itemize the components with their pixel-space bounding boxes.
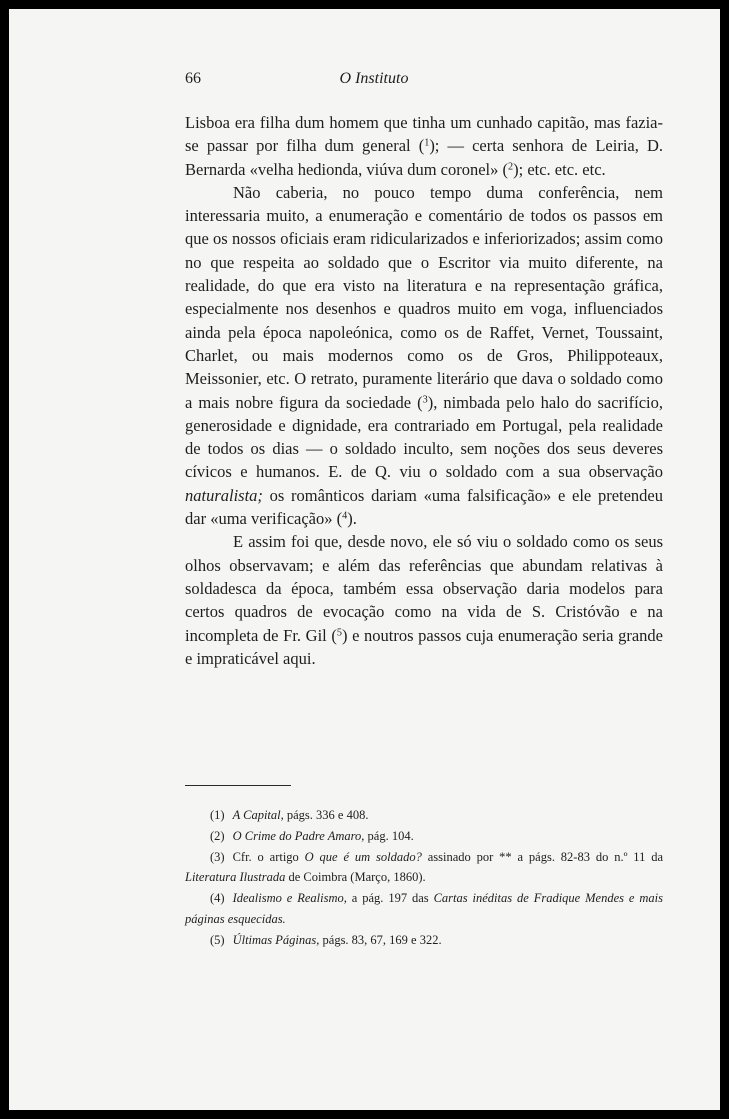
text-run: Não caberia, no pouco tempo duma conferência, nem interessaria muito, a enumeração e comentário de todos os passos em que os nossos oficiais eram ridicularizados e inferiorizados; assim como no que respeita ao soldado que o Escritor via muito diferente, na realidade, do que era visto na literatura e na representação gráfica, especialmente nos desenhos e quadros muito em voga, influenciados ainda pela época napoleónica, como os de Raffet, Vernet, Toussaint, Charlet, ou mais modernos como os de Gros, Philippoteaux, Meissonier, etc. O retrato, puramente literário que dava o soldado como a mais nobre figura da sociedade ( — [185, 182, 663, 412]
text-run: assinado por ** a págs. 82-83 do n.º 11 da — [421, 849, 663, 864]
italic-text: A Capital, — [232, 808, 284, 822]
running-title: O Instituto — [339, 70, 409, 87]
footnote-ref: 2 — [508, 160, 514, 172]
footnote-text — [233, 933, 442, 947]
footnote — [185, 888, 663, 930]
italic-text: Idealismo e Realismo, — [232, 891, 347, 906]
text-run: Cfr. o artigo — [232, 849, 305, 864]
italic-text: Últimas Páginas, — [232, 932, 320, 947]
footnote-marker: (3) — [210, 849, 225, 864]
italic-text: O que é um soldado? — [304, 849, 422, 864]
text-run: Lisboa era filha dum homem que tinha um cunhado capitão, mas fazia-se passar por filha dum general ( — [185, 113, 663, 156]
footnote — [185, 826, 663, 847]
paragraph — [185, 181, 663, 530]
footnote — [185, 805, 663, 826]
text-run: págs. 336 e 408. — [283, 808, 369, 822]
italic-text: naturalista; — [185, 485, 263, 505]
text-run: págs. 83, 67, 169 e 322. — [319, 932, 442, 947]
text-run: E assim foi que, desde novo, ele só viu o soldado como os seus olhos observavam; e além das referências que abundam relativas à soldadesca da época, também essa observação daria modelos para certos quadros de evocação como na vida de S. Cristóvão e na incompleta de Fr. Gil ( — [185, 532, 663, 645]
footnote-marker: (4) — [210, 891, 225, 906]
book-page — [9, 9, 720, 1110]
footnote-ref: 5 — [336, 626, 342, 638]
footnote — [185, 847, 663, 889]
text-run: ); etc. etc. etc. — [513, 159, 606, 179]
text-run: a pág. 197 das — [346, 891, 434, 906]
text-run: pág. 104. — [364, 828, 414, 843]
body-text — [185, 111, 663, 670]
footnote-ref: 1 — [424, 137, 430, 149]
text-run: ). — [347, 509, 357, 529]
footnote-text — [233, 808, 369, 822]
footnote-ref: 4 — [342, 510, 348, 522]
footnote-text — [185, 850, 663, 885]
italic-text: O Crime do Padre Amaro, — [232, 828, 365, 843]
paragraph — [185, 111, 663, 181]
footnote — [185, 930, 663, 951]
text-run: os românticos dariam «uma falsificação» e ele pretendeu dar «uma verificação» ( — [185, 485, 663, 529]
paragraph — [185, 530, 663, 670]
text-run: ), nimbada pelo halo do sacrifício, generosidade e dignidade, era contrariado em Portugal, pela realidade de todos os dias — o soldado inculto, sem noções dos seus deveres cívicos e humanos. E. de Q. viu o soldado com a sua observação — [185, 392, 663, 482]
footnote-text — [185, 891, 663, 926]
italic-text: Literatura Ilustrada — [185, 870, 286, 885]
text-run: de Coimbra (Março, 1860). — [285, 870, 426, 885]
footnote-ref: 3 — [422, 393, 428, 405]
footnotes — [185, 805, 663, 951]
italic-text: Cartas inéditas de Fradique Mendes e mais páginas esquecidas. — [185, 891, 663, 926]
footnote-marker: (2) — [210, 828, 225, 843]
text-run: ); — certa senhora de Leiria, D. Bernarda «velha hedionda, viúva dum coronel» ( — [185, 136, 663, 179]
page-number: 66 — [185, 70, 201, 87]
footnote-rule — [185, 785, 291, 786]
footnote-text — [233, 829, 414, 843]
footnote-marker: (5) — [210, 932, 225, 947]
footnote-marker: (1) — [210, 808, 225, 822]
text-run: ) e noutros passos cuja enumeração seria grande e impraticável aqui. — [185, 625, 663, 668]
